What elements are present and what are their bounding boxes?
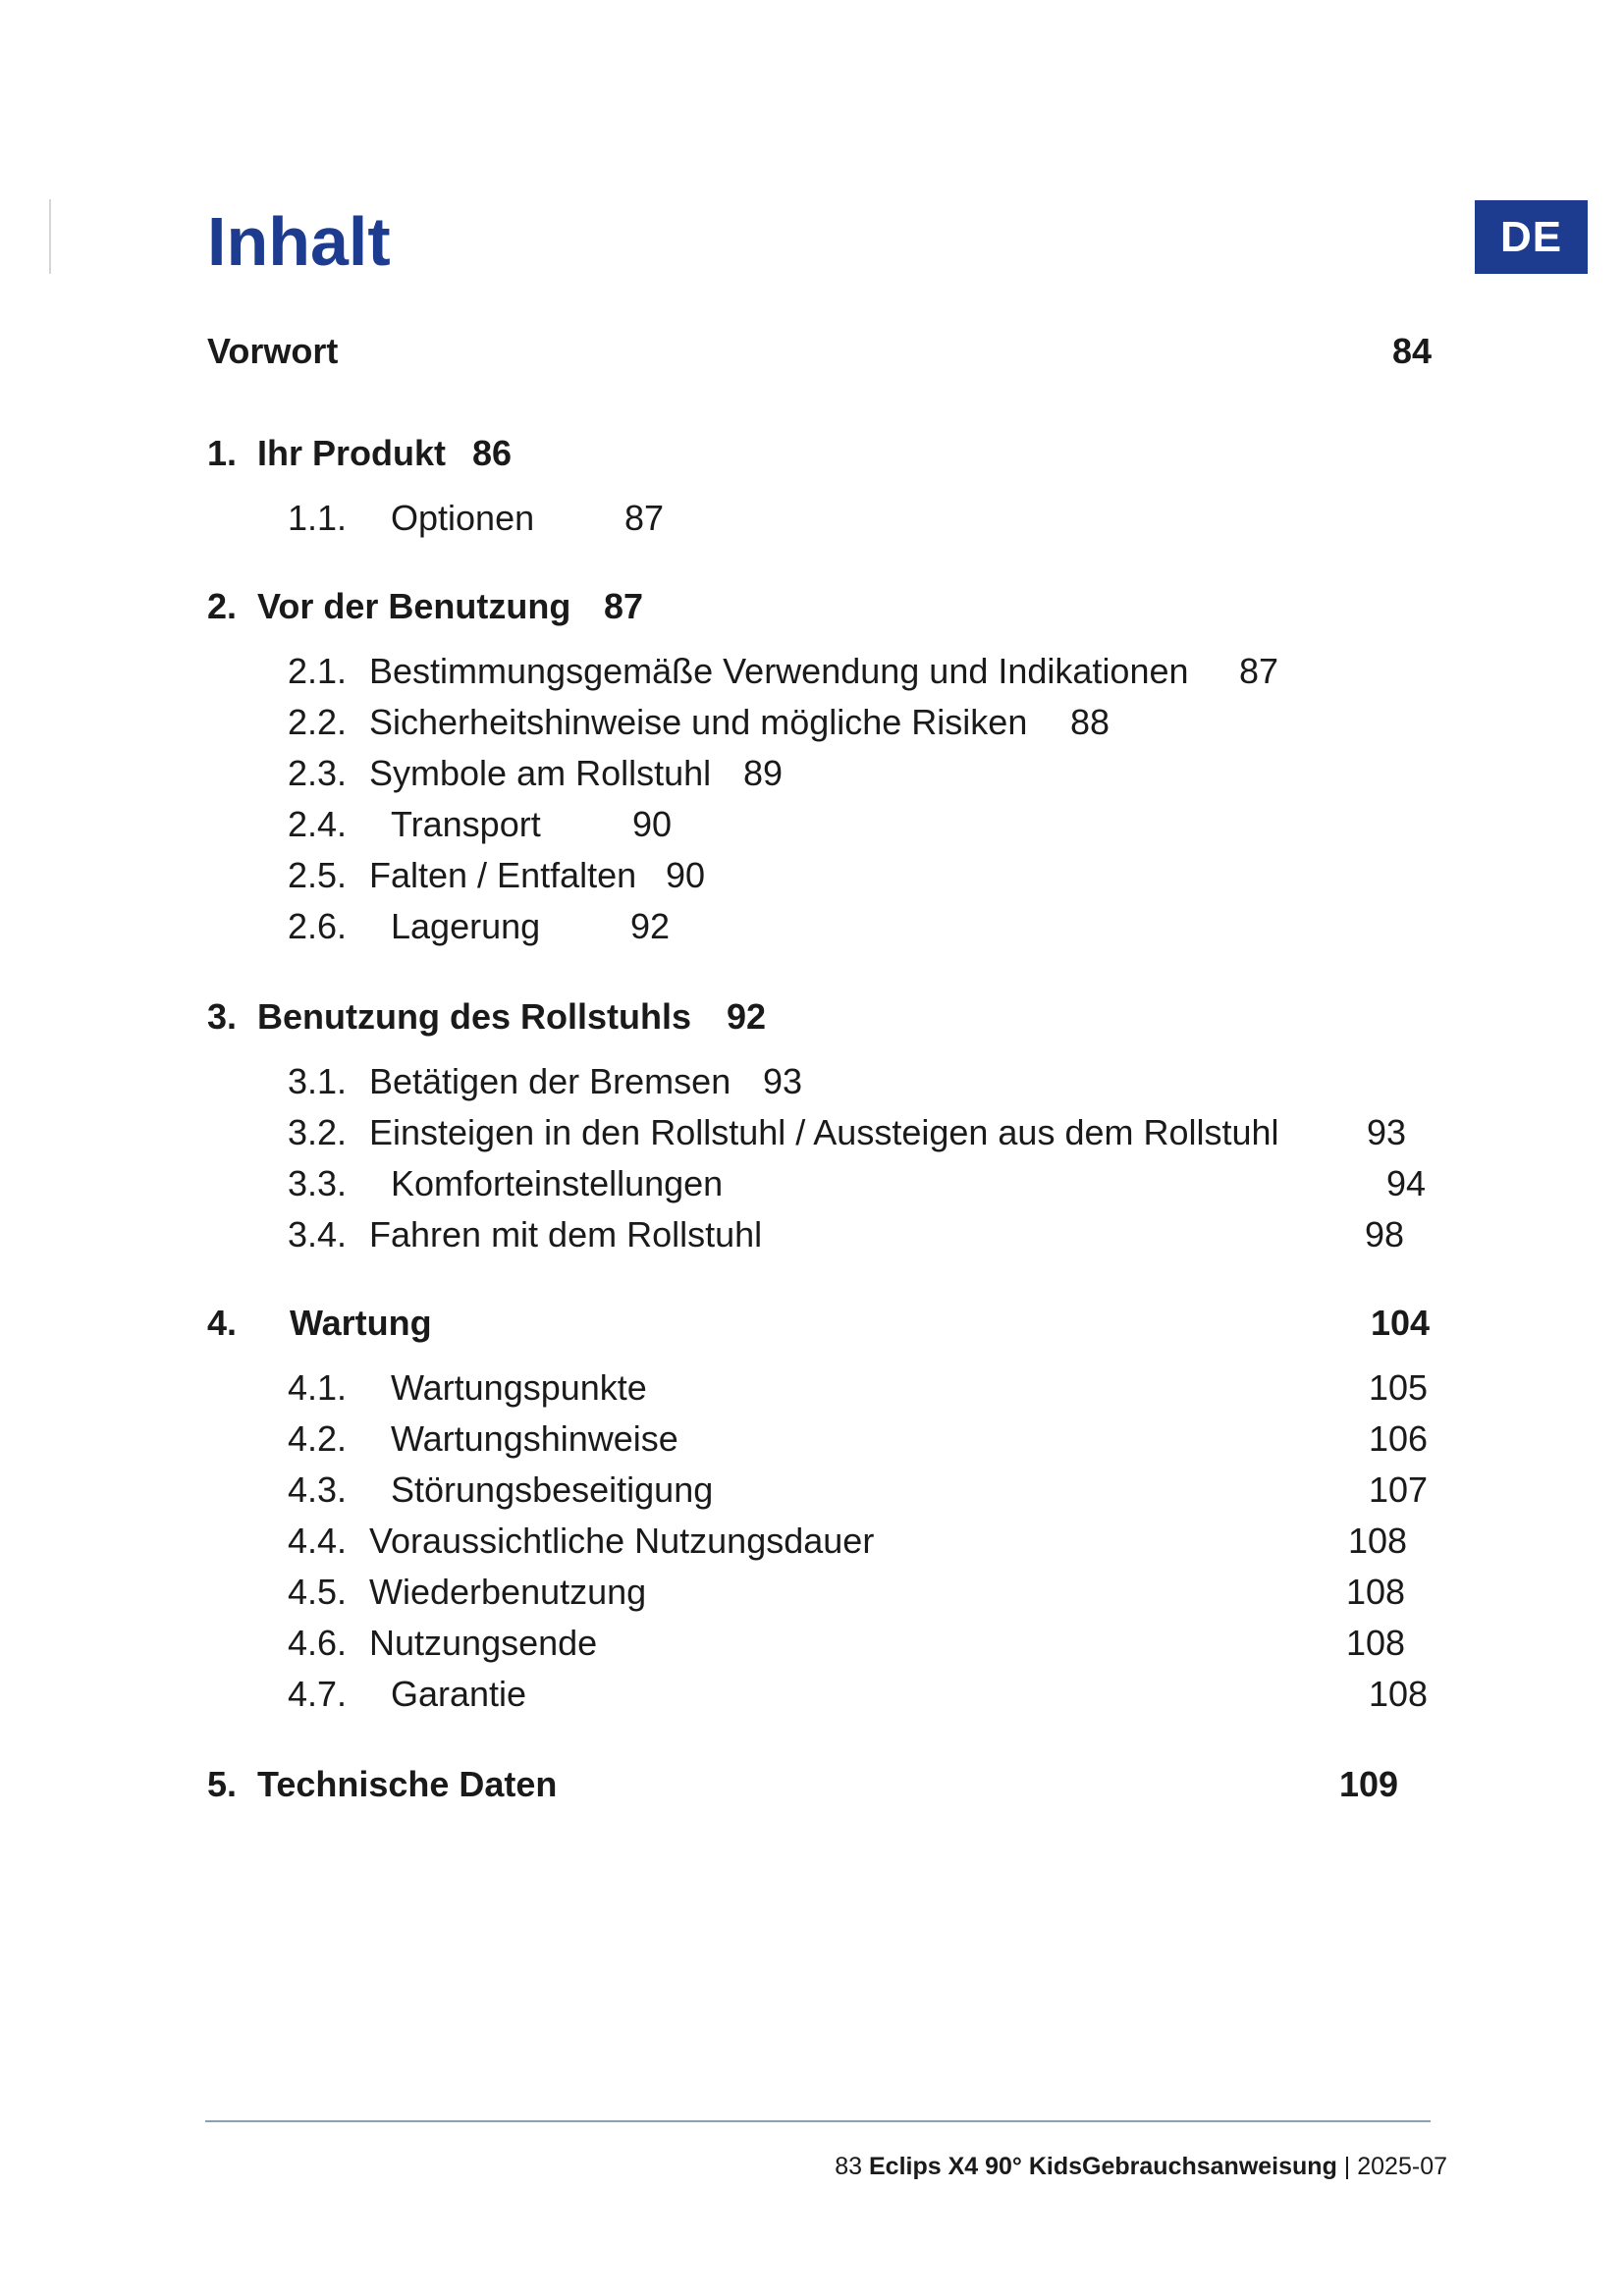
toc-page: 109	[1339, 1764, 1399, 1804]
toc-number: 4.	[207, 1303, 238, 1343]
toc-label: Fahren mit dem Rollstuhl	[369, 1214, 763, 1255]
toc-label: Bestimmungsgemäße Verwendung und Indikationen	[369, 651, 1189, 691]
toc-page: 93	[763, 1061, 803, 1101]
toc-page: 89	[743, 753, 784, 793]
toc-number: 4.5.	[288, 1572, 348, 1612]
toc-page: 108	[1346, 1572, 1406, 1612]
footer-product: Eclips X4 90° Kids	[869, 2153, 1083, 2180]
footer-separator: |	[1343, 2153, 1351, 2180]
toc-number: 2.6.	[288, 906, 348, 946]
toc-number: 3.2.	[288, 1112, 348, 1152]
toc-page: 90	[632, 804, 673, 844]
toc-number: 4.2.	[288, 1418, 348, 1459]
toc-number: 5.	[207, 1764, 238, 1804]
toc-label: Technische Daten	[257, 1764, 558, 1804]
toc-label: Wartungspunkte	[391, 1367, 647, 1408]
toc-label: Sicherheitshinweise und mögliche Risiken	[369, 702, 1028, 742]
toc-page: 105	[1369, 1367, 1429, 1408]
toc-number: 4.4.	[288, 1521, 348, 1561]
toc-label: Vorwort	[207, 331, 339, 371]
toc-page: 87	[1239, 651, 1279, 691]
toc-label: Ihr Produkt	[257, 433, 447, 473]
toc-label: Voraussichtliche Nutzungsdauer	[369, 1521, 875, 1561]
toc-number: 2.	[207, 586, 238, 626]
toc-page: 84	[1392, 331, 1433, 371]
toc-label: Lagerung	[391, 906, 541, 946]
toc-label: Optionen	[391, 498, 535, 538]
toc-number: 3.4.	[288, 1214, 348, 1255]
toc-label: Garantie	[391, 1674, 527, 1714]
toc-label: Nutzungsende	[369, 1623, 598, 1663]
toc-page: 92	[727, 996, 767, 1037]
toc-label: Wartung	[290, 1303, 432, 1343]
language-tab: DE	[1475, 200, 1588, 274]
toc-number: 2.1.	[288, 651, 348, 691]
toc-page: 107	[1369, 1469, 1429, 1510]
toc-page: 86	[472, 433, 513, 473]
toc-label: Falten / Entfalten	[369, 855, 637, 895]
toc-number: 4.3.	[288, 1469, 348, 1510]
toc-label: Wiederbenutzung	[369, 1572, 647, 1612]
toc-label: Komforteinstellungen	[391, 1163, 724, 1203]
toc-page: 104	[1371, 1303, 1431, 1343]
toc-number: 1.1.	[288, 498, 348, 538]
toc-label: Vor der Benutzung	[257, 586, 571, 626]
toc-label: Symbole am Rollstuhl	[369, 753, 712, 793]
toc-page: 93	[1367, 1112, 1407, 1152]
toc-page: 92	[630, 906, 671, 946]
footer-divider	[205, 2120, 1431, 2122]
toc-number: 2.5.	[288, 855, 348, 895]
toc-number: 4.1.	[288, 1367, 348, 1408]
toc-label: Benutzung des Rollstuhls	[257, 996, 692, 1037]
toc-number: 2.2.	[288, 702, 348, 742]
page-footer	[835, 2153, 1447, 2181]
toc-page: 87	[604, 586, 644, 626]
toc-label: Wartungshinweise	[391, 1418, 678, 1459]
toc-number: 3.1.	[288, 1061, 348, 1101]
toc-label: Betätigen der Bremsen	[369, 1061, 731, 1101]
toc-number: 4.6.	[288, 1623, 348, 1663]
toc-number: 3.	[207, 996, 238, 1037]
page-title: Inhalt	[207, 203, 391, 280]
toc-label: Störungsbeseitigung	[391, 1469, 714, 1510]
toc-number: 2.3.	[288, 753, 348, 793]
toc-page: 90	[666, 855, 706, 895]
toc-page: 108	[1346, 1623, 1406, 1663]
toc-page: 108	[1369, 1674, 1429, 1714]
toc-label: Transport	[391, 804, 541, 844]
toc-page: 98	[1365, 1214, 1405, 1255]
margin-marker	[49, 199, 51, 274]
toc-label: Einsteigen in den Rollstuhl / Aussteigen aus dem Rollstuhl	[369, 1112, 1279, 1152]
toc-page: 108	[1348, 1521, 1408, 1561]
toc-page: 94	[1386, 1163, 1427, 1203]
toc-number: 4.7.	[288, 1674, 348, 1714]
toc-number: 1.	[207, 433, 238, 473]
footer-doc-title: Gebrauchsanweisung	[1082, 2153, 1337, 2180]
toc-number: 2.4.	[288, 804, 348, 844]
toc-page: 106	[1369, 1418, 1429, 1459]
footer-date: 2025-07	[1357, 2153, 1447, 2180]
toc-page: 87	[624, 498, 665, 538]
toc-number: 3.3.	[288, 1163, 348, 1203]
toc-page: 88	[1070, 702, 1110, 742]
footer-page-number: 83	[835, 2153, 863, 2180]
